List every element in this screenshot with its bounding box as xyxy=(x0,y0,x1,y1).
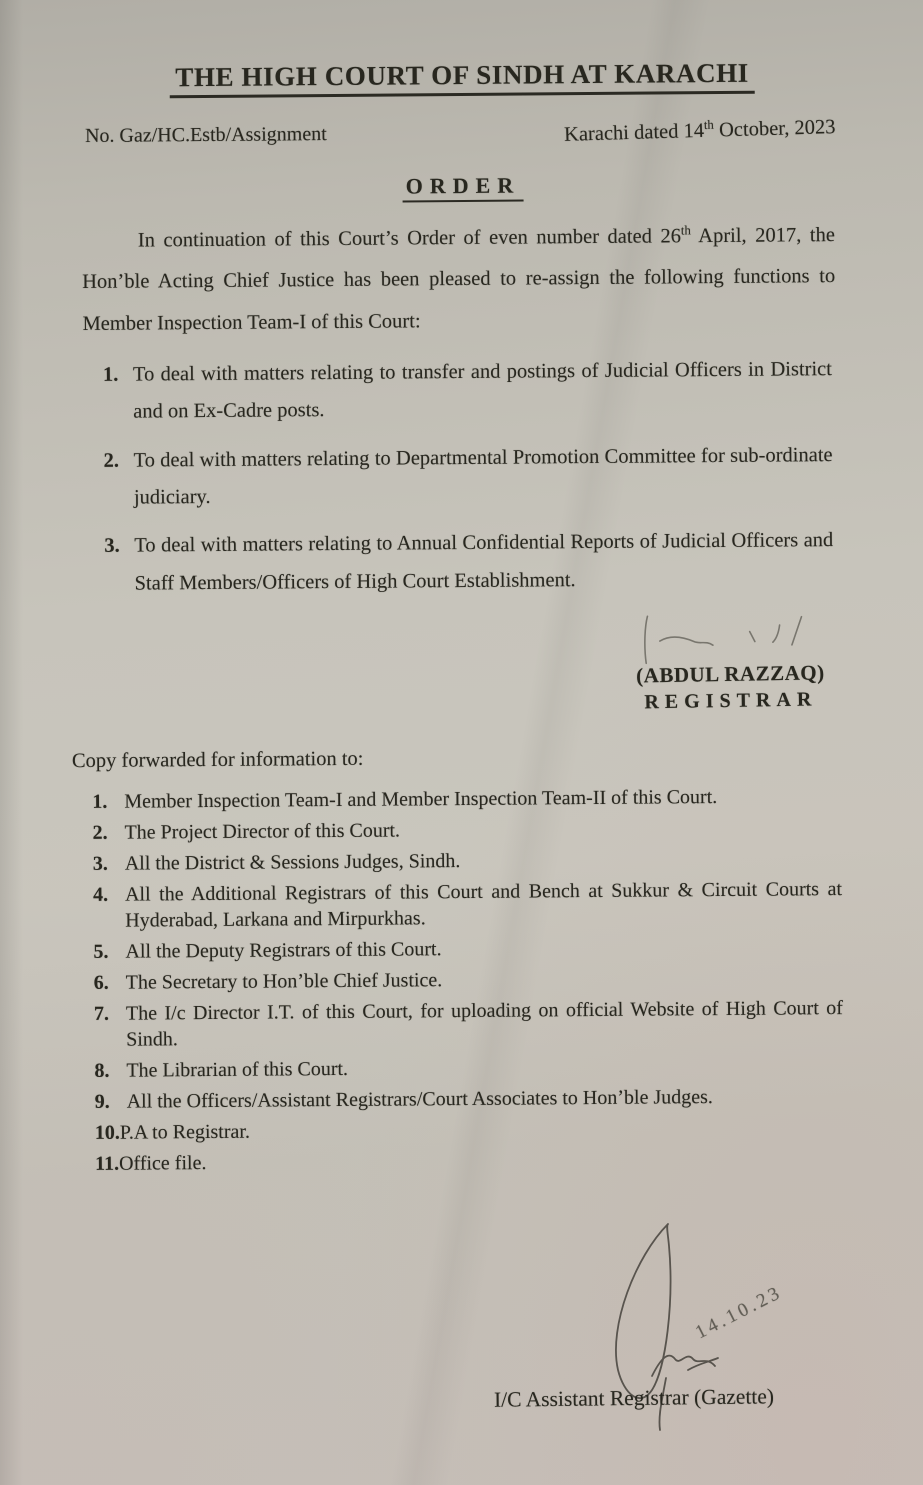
list-item-text: The Librarian of this Court. xyxy=(126,1057,349,1082)
list-item-text: The I/c Director I.T. of this Court, for uploading on official Website of High Court of Sindh. xyxy=(125,996,844,1051)
list-item-number: 11. xyxy=(95,1152,120,1175)
date-text: Karachi dated 14 xyxy=(564,119,705,146)
list-item-number: 10. xyxy=(94,1121,120,1144)
list-item-text: P.A to Registrar. xyxy=(119,1120,250,1144)
document-title: THE HIGH COURT OF SINDH AT KARACHI xyxy=(169,58,755,99)
list-item-text: Office file. xyxy=(118,1151,207,1175)
list-item-number: 4. xyxy=(92,883,109,906)
date-line xyxy=(564,114,836,147)
list-item-number: 2. xyxy=(103,449,120,472)
copy-list-item xyxy=(92,783,841,815)
function-list-item xyxy=(103,351,833,431)
copy-list-item xyxy=(94,964,843,996)
list-item-number: 6. xyxy=(93,971,109,994)
list-item-text: To deal with matters relating to Departmental Promotion Committee for sub-ordinate judiciary. xyxy=(133,443,833,509)
order-heading: ORDER xyxy=(403,172,524,202)
list-item-number: 7. xyxy=(93,1002,110,1025)
list-item-text: All the Additional Registrars of this Court and Bench at Sukkur & Circuit Courts at Hyderabad, Larkana and Mirpurkhas. xyxy=(124,877,843,932)
functions-list xyxy=(103,351,834,602)
list-item-number: 1. xyxy=(102,363,119,386)
copy-forwarded-heading: Copy forwarded for information to: xyxy=(71,747,364,772)
registrar-title: REGISTRAR xyxy=(644,688,818,714)
copy-list-item xyxy=(94,995,843,1053)
list-item-text: All the District & Sessions Judges, Sindh. xyxy=(124,849,461,875)
date-text-rest: October, 2023 xyxy=(714,116,837,142)
function-list-item xyxy=(103,437,833,517)
registrar-name: (ABDUL RAZZAQ) xyxy=(635,660,825,688)
copy-list-item xyxy=(93,845,842,877)
list-item-number: 5. xyxy=(93,940,109,963)
list-item-text: To deal with matters relating to Annual Confidential Reports of Judicial Officers and Staff Members/Officers of High Court Establishment. xyxy=(134,529,834,595)
registrar-signature xyxy=(629,610,830,665)
date-ordinal-suffix: th xyxy=(704,117,715,133)
copy-list-item xyxy=(95,1083,844,1115)
copy-list-item xyxy=(95,1145,844,1177)
list-item-text: All the Deputy Registrars of this Court. xyxy=(125,938,442,963)
list-item-text: All the Officers/Assistant Registrars/Court Associates to Hon’ble Judges. xyxy=(126,1085,713,1113)
list-item-number: 8. xyxy=(94,1059,110,1082)
list-item-number: 9. xyxy=(94,1090,110,1113)
list-item-text: Member Inspection Team-I and Member Inspection Team-II of this Court. xyxy=(124,785,718,813)
footer-signature-area xyxy=(0,1190,923,1485)
list-item-number: 1. xyxy=(92,790,108,813)
list-item-text: The Secretary to Hon’ble Chief Justice. xyxy=(125,969,443,994)
intro-paragraph xyxy=(82,215,836,345)
intro-ordinal-suffix: th xyxy=(680,223,691,238)
list-item-number: 3. xyxy=(104,534,120,558)
list-item-text: The Project Director of this Court. xyxy=(124,819,401,844)
intro-text: In continuation of this Court’s Order of even number dated 26 xyxy=(137,225,682,252)
intro-text-rest: April, 2017, the Hon’ble Acting Chief Justice has been pleased to re-assign the following functions to Member Inspection Team-I of this Court: xyxy=(82,223,836,335)
function-list-item xyxy=(104,522,834,602)
copy-list-item xyxy=(94,1052,843,1084)
handwritten-date: 14.10.23 xyxy=(692,1281,786,1344)
assistant-registrar-label: I/C Assistant Registrar (Gazette) xyxy=(493,1384,775,1412)
registrar-signature-block xyxy=(629,610,831,714)
copy-list-item xyxy=(92,814,841,846)
reference-number: No. Gaz/HC.Estb/Assignment xyxy=(84,122,327,147)
reference-row xyxy=(85,117,836,148)
copy-list-item xyxy=(93,933,842,965)
list-item-number: 2. xyxy=(92,821,108,844)
copy-recipients-list xyxy=(92,783,844,1177)
copy-list-item xyxy=(93,876,842,934)
list-item-number: 3. xyxy=(92,852,108,875)
list-item-text: To deal with matters relating to transfer and postings of Judicial Officers in District and on Ex-Cadre posts. xyxy=(132,358,832,423)
copy-list-item xyxy=(95,1114,844,1146)
